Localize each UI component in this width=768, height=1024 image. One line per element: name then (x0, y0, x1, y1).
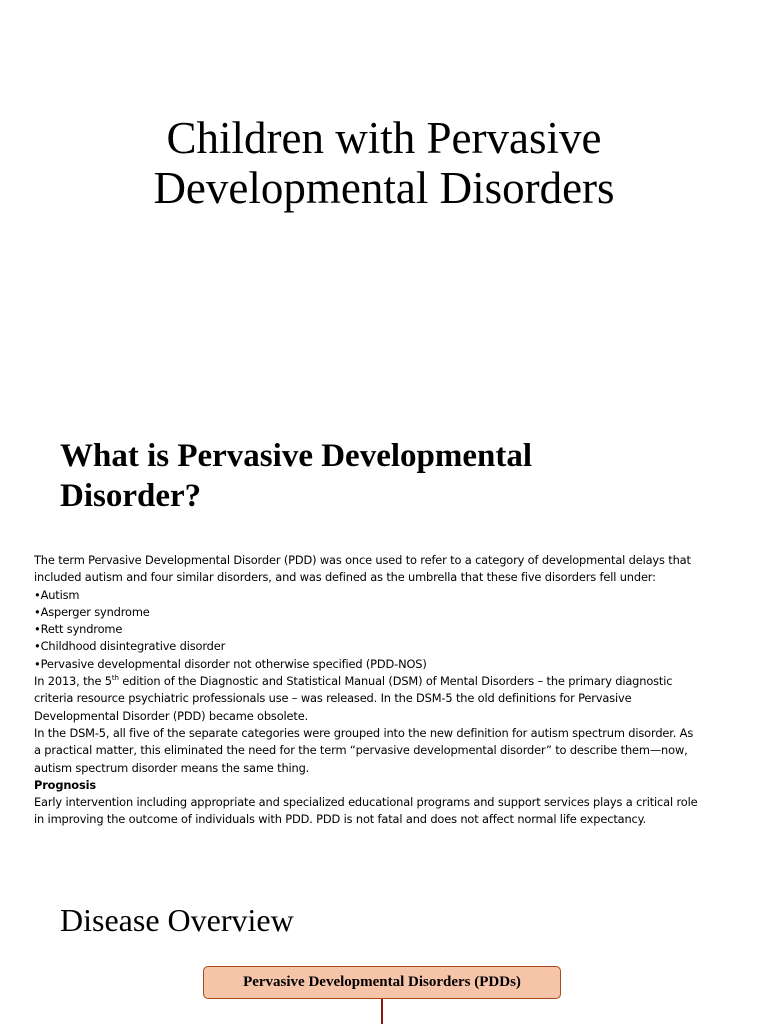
body-line: in improving the outcome of individuals with PDD. PDD is not fatal and does not affect normal life expectancy. (34, 812, 647, 827)
body-text-segment: edition of the Diagnostic and Statistical Manual (DSM) of Mental Disorders – the primary diagnostic (118, 674, 673, 689)
prognosis-heading: Prognosis (34, 777, 96, 792)
pdd-box-label: Pervasive Developmental Disorders (PDDs) (243, 974, 521, 990)
section-heading-line-2: Disorder? (60, 478, 202, 514)
bullet-item: •Autism (34, 587, 80, 602)
title-line-1: Children with Pervasive (166, 113, 602, 163)
body-line (34, 673, 734, 690)
bullet-item: •Rett syndrome (34, 622, 123, 637)
overview-heading: Disease Overview (60, 902, 294, 938)
body-line: In the DSM-5, all five of the separate categories were grouped into the new definition for autism spectrum disorder. As (34, 725, 694, 740)
bullet-item: •Pervasive developmental disorder not otherwise specified (PDD-NOS) (34, 656, 427, 671)
body-line: a practical matter, this eliminated the need for the term “pervasive developmental disorder” to describe them—now, (34, 743, 688, 758)
body-line: Developmental Disorder (PDD) became obsolete. (34, 708, 309, 723)
body-line: autism spectrum disorder means the same thing. (34, 760, 310, 775)
section-heading (60, 436, 680, 516)
body-line: included autism and four similar disorders, and was defined as the umbrella that these five disorders fell under: (34, 570, 656, 585)
section-heading-line-1: What is Pervasive Developmental (60, 438, 533, 474)
diagram-connector-line (381, 999, 383, 1024)
body-line: criteria resource psychiatric professionals use – was released. In the DSM-5 the old definitions for Pervasive (34, 691, 632, 706)
body-text-segment: In 2013, the 5 (34, 674, 112, 689)
body-line: The term Pervasive Developmental Disorder (PDD) was once used to refer to a category of developmental delays that (34, 553, 691, 567)
pdd-diagram-box (203, 966, 561, 999)
superscript: th (111, 674, 119, 683)
bullet-item: •Childhood disintegrative disorder (34, 639, 226, 654)
page-title (0, 113, 768, 213)
title-line-2: Developmental Disorders (153, 163, 615, 213)
body-line: Early intervention including appropriate and specialized educational programs and support services plays a critical role (34, 795, 698, 810)
bullet-item: •Asperger syndrome (34, 604, 150, 619)
body-text (34, 552, 734, 829)
